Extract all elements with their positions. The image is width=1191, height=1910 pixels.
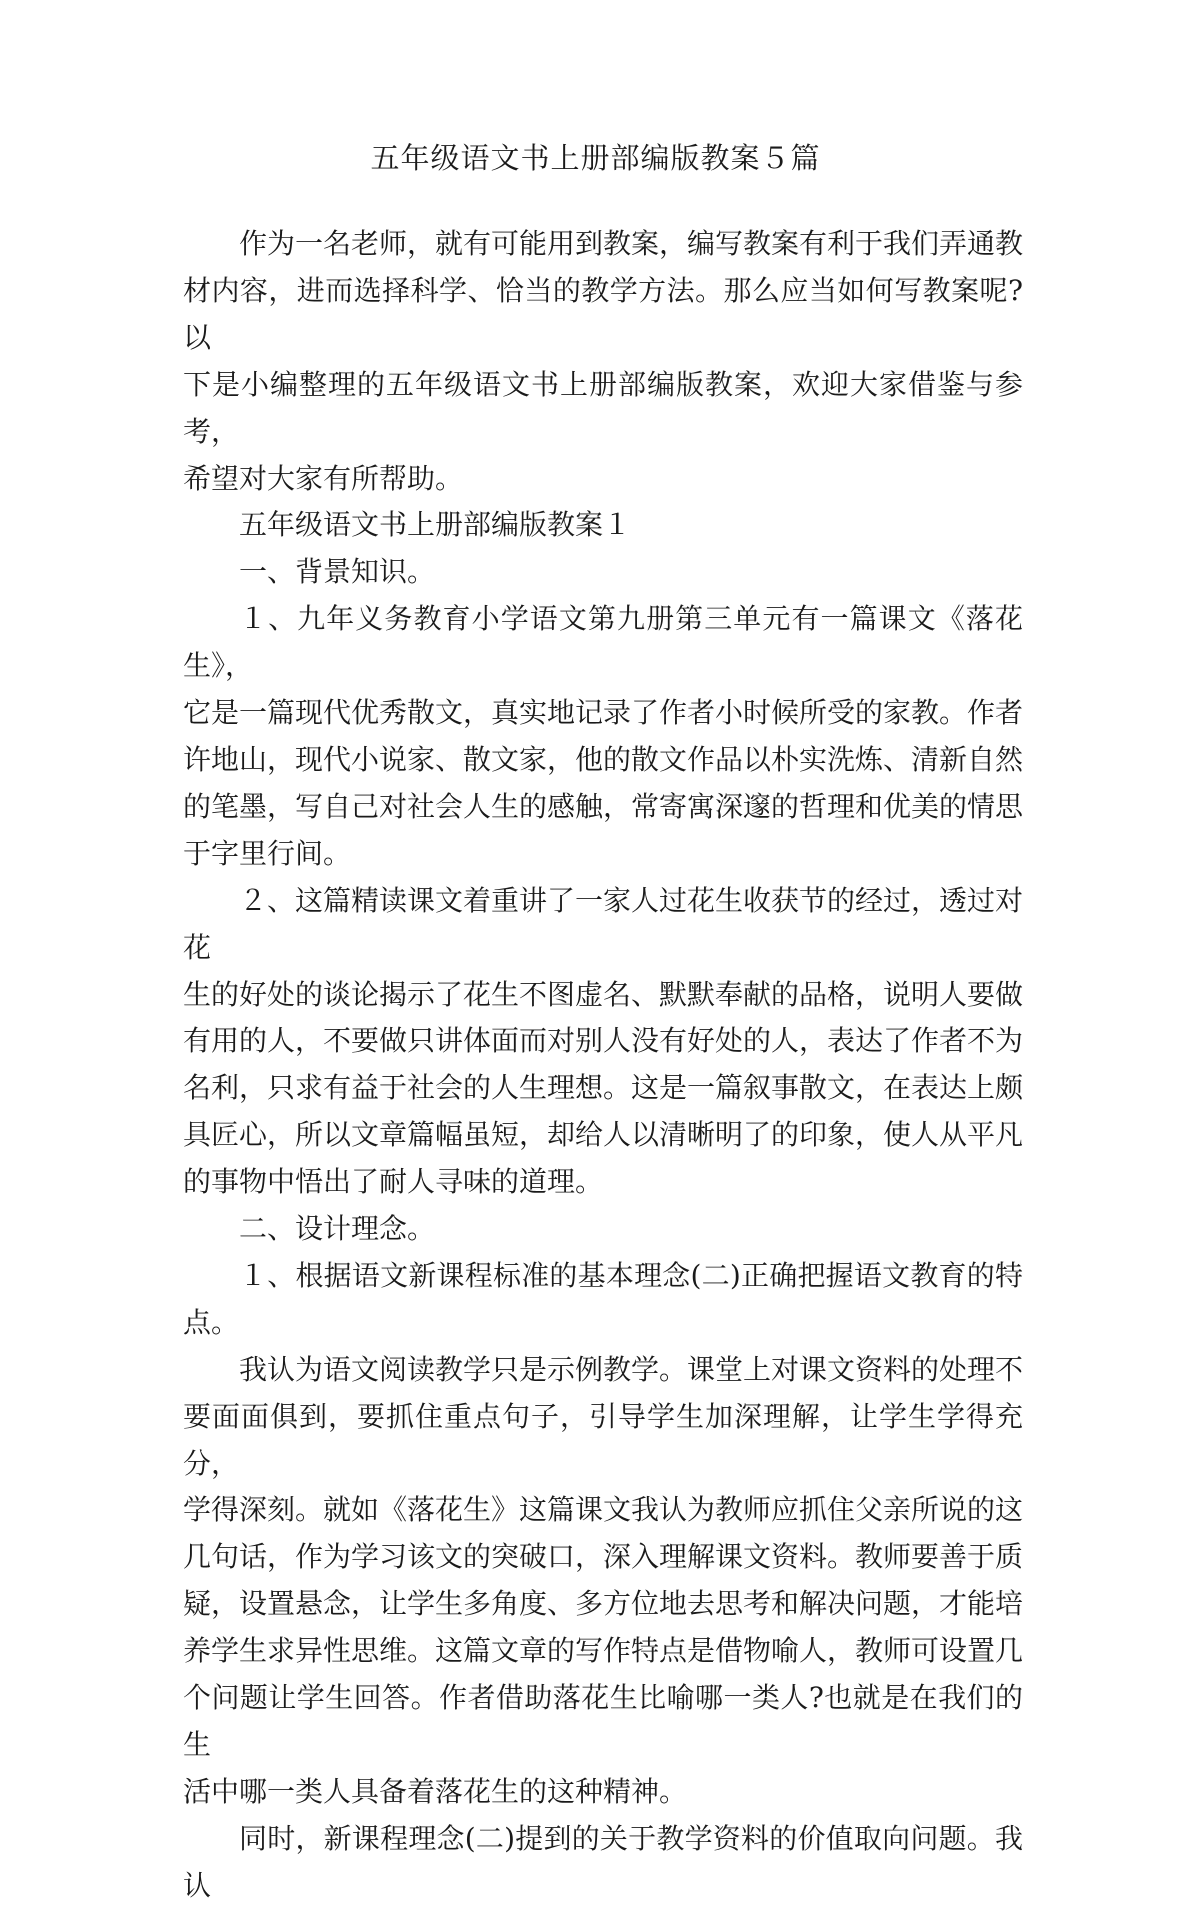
document-title: 五年级语文书上册部编版教案５篇 (370, 141, 821, 175)
design-paragraph-2: 我认为语文阅读教学只是示例教学。课堂上对课文资料的处理不 要面面俱到，要抓住重点句子，引导学生加深理解，让学生学得充分， 学得深刻。就如《落花生》这篇课文我认为教师应抓住父亲所说的这 几句话，作为学习该文的突破口，深入理解课文资料。教师要善于质 疑，设置悬念，让学生多角度、多方位地去思考和解决问题，才能培 养学生求异性思维。这篇文章的写作特点是借物喻人，教师可设置几 个问题让学生回答。作者借助落花生比喻哪一类人?也就是在我们的生 活中哪一类人具备着落花生的这种精神。 (183, 1352, 1024, 1808)
design-paragraph-3: 同时，新课程理念(二)提到的关于教学资料的价值取向问题。我认 (183, 1821, 1023, 1902)
section-heading-background: 一、背景知识。 (239, 555, 436, 589)
intro-paragraph: 作为一名老师，就有可能用到教案，编写教案有利于我们弄通教 材内容，进而选择科学、恰当的教学方法。那么应当如何写教案呢?以 下是小编整理的五年级语文书上册部编版教案，欢迎大家借鉴与参考， 希望对大家有所帮助。 (183, 227, 1024, 495)
background-paragraph-1: １、九年义务教育小学语文第九册第三单元有一篇课文《落花生》， 它是一篇现代优秀散文，真实地记录了作者小时候所受的家教。作者 许地山，现代小说家、散文家，他的散文作品以朴实洗炼、清新自然 的笔墨，写自己对社会人生的感触，常寄寓深邃的哲理和优美的情思 于字里行间。 (183, 602, 1024, 870)
design-paragraph-1: １、根据语文新课程标准的基本理念(二)正确把握语文教育的特点。 (183, 1258, 1023, 1339)
background-paragraph-2: ２、这篇精读课文着重讲了一家人过花生收获节的经过，透过对花 生的好处的谈论揭示了花生不图虚名、默默奉献的品格，说明人要做 有用的人，不要做只讲体面而对别人没有好处的人，表达了作者不为 名利，只求有益于社会的人生理想。这是一篇叙事散文，在表达上颇 具匠心，所以文章篇幅虽短，却给人以清晰明了的印象，使人从平凡 的事物中悟出了耐人寻味的道理。 (183, 883, 1024, 1199)
section-heading-design: 二、设计理念。 (239, 1212, 436, 1246)
lesson-plan-heading: 五年级语文书上册部编版教案１ (239, 508, 632, 542)
document-body (183, 221, 1023, 1910)
